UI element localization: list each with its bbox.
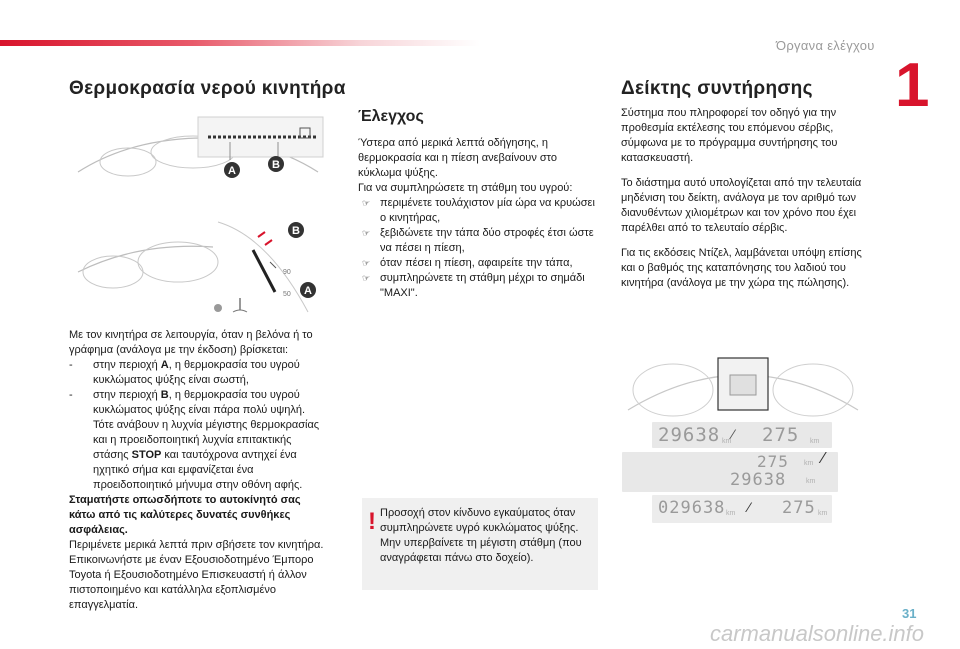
list-item: - στην περιοχή B, η θερμοκρασία του υγρού κυκλώματος ψύξης είναι πάρα πολύ υψηλή. Τότε ανάβουν η λυχνία μέγιστης θερμοκρασίας και η προειδοποιητική λυχνία επιτακτικής στάσης STOP και ταυτόχρονα αντηχεί ένα ηχητικό σήμα και εμφανίζεται ένα προειδοποιητικό μήνυμα στην οθόνη αφής.	[69, 389, 320, 491]
chapter-number: 1	[895, 51, 930, 120]
warning-text: Προσοχή στον κίνδυνο εγκαύματος όταν συμπληρώνετε υγρό κυκλώματος ψύξης. Μην υπερβαίνετε τη μέγιστη στάθμη (που αναγράφεται πάνω στο δοχείο).	[380, 507, 582, 564]
warning-box	[362, 498, 598, 590]
wait-paragraph: Περιμένετε μερικά λεπτά πριν σβήσετε τον κινητήρα.	[69, 539, 324, 551]
list-item: ☞ συμπληρώνετε τη στάθμη μέχρι το σημάδι "MAXI".	[362, 272, 585, 299]
service-indicator-title: Δείκτης συντήρησης	[621, 78, 813, 99]
service-paragraph-2: Το διάστημα αυτό υπολογίζεται από την τελευταία μηδένιση του δείκτη, ανάλογα με τον αριθμό των διανυθέντων χιλιομέτρων και τον χρόνο που έχει παρέλθει από το τελευταίο σέρβις.	[621, 177, 862, 234]
contact-paragraph: Επικοινωνήστε με έναν Εξουσιοδοτημένο Έμπορο Toyota ή Εξουσιοδοτημένο Επισκευαστή ή άλλον πιστοποιημένο και κατάλληλα εξοπλισμένο επαγγελματία.	[69, 554, 314, 611]
control-paragraph: Ύστερα από μερικά λεπτά οδήγησης, η θερμοκρασία και η πίεση ανεβαίνουν στο κύκλωμα ψύξης.	[358, 137, 557, 179]
svg-text:B: B	[292, 225, 300, 237]
marker-b-top	[268, 156, 284, 172]
wrench-icon: ⁄	[732, 426, 735, 442]
page-title: Θερμοκρασία νερού κινητήρα	[69, 78, 346, 99]
marker-b-bottom	[288, 222, 304, 238]
service-paragraph-3: Για τις εκδόσεις Ντίζελ, λαμβάνεται υπόψη επίσης και ο βαθμός της καταπόνησης του λαδιού του κινητήρα (ανάλογα με την χώρα της πώλησης).	[621, 247, 862, 289]
odometer-display-3: 029638 km ⁄ 275 km	[652, 495, 832, 523]
svg-text:50: 50	[283, 291, 291, 298]
arrow-bullet-icon: ☞	[362, 258, 371, 268]
wrench-icon: ⁄	[748, 499, 751, 515]
marker-a-bottom	[300, 282, 316, 298]
svg-text:A: A	[304, 285, 312, 297]
wrench-icon: ⁄	[822, 450, 825, 467]
marker-a-top	[224, 162, 240, 178]
safety-instruction: Σταματήστε οπωσδήποτε το αυτοκίνητό σας κάτω από τις καλύτερες δυνατές συνθήκες ασφάλειας.	[69, 494, 301, 536]
temperature-text	[69, 328, 324, 613]
odometer-display-2: 275 km ⁄ 29638 km	[622, 452, 838, 492]
thermometer-icon	[233, 298, 247, 312]
list-item: ☞ περιμένετε τουλάχιστον μία ώρα να κρυώσει ο κινητήρας,	[362, 197, 595, 224]
service-text	[621, 106, 871, 291]
watermark: carmanualsonline.info	[710, 621, 925, 646]
svg-text:A: A	[228, 165, 236, 177]
service-paragraph-1: Σύστημα που πληροφορεί τον οδηγό για την προθεσμία εκτέλεσης του επόμενου σέρβις, σύμφωνα με το πρόγραμμα συντήρησης του κατασκευαστή.	[621, 107, 838, 164]
svg-text:B: B	[272, 159, 280, 171]
arrow-bullet-icon: ☞	[362, 198, 371, 208]
list-item: ☞ ξεβιδώνετε την τάπα δύο στροφές έτσι ώστε να πέσει η πίεση,	[362, 227, 594, 254]
control-heading: Έλεγχος	[358, 108, 424, 125]
temperature-gauge-figure	[68, 112, 328, 322]
instrument-cluster-figure	[618, 340, 868, 420]
section-title: Όργανα ελέγχου	[776, 38, 875, 53]
control-intro: Για να συμπληρώσετε τη στάθμη του υγρού:	[358, 182, 573, 194]
list-item: ☞ όταν πέσει η πίεση, αφαιρείτε την τάπα,	[362, 257, 573, 269]
intro-paragraph: Με τον κινητήρα σε λειτουργία, όταν η βελόνα ή το γράφημα (ανάλογα με την έκδοση) βρίσκεται:	[69, 329, 313, 356]
control-text	[358, 136, 598, 301]
indicator-dot-icon	[214, 304, 222, 312]
header-accent-bar	[0, 40, 480, 46]
arrow-bullet-icon: ☞	[362, 273, 371, 283]
odometer-display-1: 29638 km ⁄ 275 km	[652, 422, 832, 448]
svg-text:90: 90	[283, 269, 291, 276]
arrow-bullet-icon: ☞	[362, 228, 371, 238]
warning-icon: !	[368, 508, 376, 535]
list-item: - στην περιοχή A, η θερμοκρασία του υγρού κυκλώματος ψύξης είναι σωστή,	[69, 359, 300, 386]
page-number: 31	[902, 606, 917, 621]
